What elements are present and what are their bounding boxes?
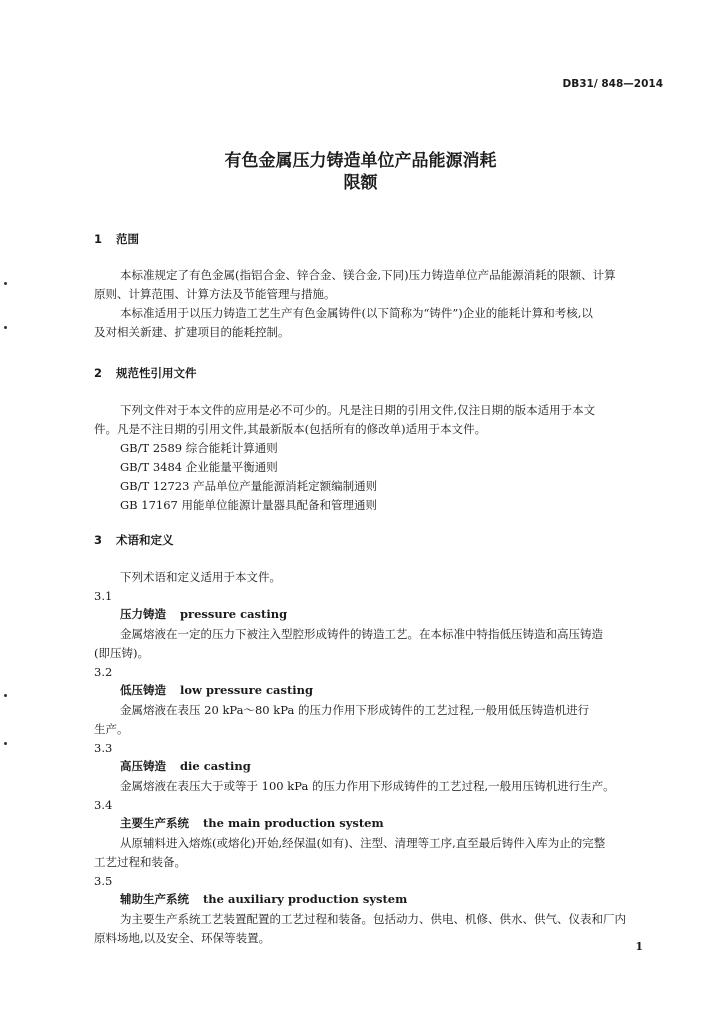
term-en: the auxiliary production system <box>203 892 408 906</box>
term-definition: 金属熔液在表压大于或等于 100 kPa 的压力作用下形成铸件的工艺过程,一般用压铸机进行生产。 <box>120 779 615 793</box>
reference-item: GB/T 3484 企业能量平衡通则 <box>120 460 278 474</box>
paragraph-line: 原则、计算范围、计算方法及节能管理与措施。 <box>94 287 336 301</box>
term-cn: 主要生产系统 <box>120 816 189 830</box>
paragraph-line: 及对相关新建、扩建项目的能耗控制。 <box>94 325 290 339</box>
term-cn: 压力铸造 <box>120 607 166 621</box>
term-definition: (即压铸)。 <box>94 646 149 660</box>
margin-mark <box>4 742 7 745</box>
term-cn: 低压铸造 <box>120 683 166 697</box>
section-number: 1 <box>94 232 103 246</box>
term-number: 3.2 <box>94 665 113 679</box>
section-title: 术语和定义 <box>116 533 174 547</box>
term-number: 3.5 <box>94 874 113 888</box>
paragraph-line: 件。凡是不注日期的引用文件,其最新版本(包括所有的修改单)适用于本文件。 <box>94 422 487 436</box>
margin-mark <box>4 694 7 697</box>
paragraph-line: 本标准适用于以压力铸造工艺生产有色金属铸件(以下简称为“铸件”)企业的能耗计算和考核,以 <box>120 306 593 320</box>
term-definition: 工艺过程和装备。 <box>94 855 186 869</box>
term-title <box>120 758 251 774</box>
term-number: 3.4 <box>94 798 113 812</box>
term-definition: 原料场地,以及安全、环保等装置。 <box>94 931 271 945</box>
section-title: 规范性引用文件 <box>116 366 197 380</box>
term-number: 3.3 <box>94 741 113 755</box>
term-number: 3.1 <box>94 589 113 603</box>
section-number: 2 <box>94 366 103 380</box>
section-title: 范围 <box>116 232 139 246</box>
standard-number: DB31/ 848—2014 <box>562 78 663 90</box>
term-title <box>120 606 287 622</box>
margin-mark <box>4 282 7 285</box>
section-2-heading <box>94 365 197 381</box>
term-definition: 为主要生产系统工艺装置配置的工艺过程和装备。包括动力、供电、机修、供水、供气、仪表和厂内 <box>120 912 626 926</box>
term-en: the main production system <box>203 816 384 830</box>
section-3-heading <box>94 532 174 548</box>
term-cn: 高压铸造 <box>120 759 166 773</box>
page-title-line2: 限额 <box>343 173 378 193</box>
page-title-line1: 有色金属压力铸造单位产品能源消耗 <box>224 151 497 171</box>
section-1-heading <box>94 231 139 247</box>
section-number: 3 <box>94 533 103 547</box>
reference-item: GB 17167 用能单位能源计量器具配备和管理通则 <box>120 498 378 512</box>
term-definition: 从原辅料进入熔炼(或熔化)开始,经保温(如有)、注型、清理等工序,直至最后铸件入库为止的完整 <box>120 836 606 850</box>
paragraph-line: 本标准规定了有色金属(指铝合金、锌合金、镁合金,下同)压力铸造单位产品能源消耗的限额、计算 <box>120 268 616 282</box>
term-definition: 金属熔液在一定的压力下被注入型腔形成铸件的铸造工艺。在本标准中特指低压铸造和高压铸造 <box>120 627 603 641</box>
paragraph-line: 下列文件对于本文件的应用是必不可少的。凡是注日期的引用文件,仅注日期的版本适用于本文 <box>120 403 596 417</box>
term-definition: 生产。 <box>94 722 129 736</box>
term-title <box>120 815 384 831</box>
term-en: low pressure casting <box>180 683 314 697</box>
term-title <box>120 682 313 698</box>
page-number: 1 <box>635 940 643 953</box>
reference-item: GB/T 12723 产品单位产量能源消耗定额编制通则 <box>120 479 378 493</box>
reference-item: GB/T 2589 综合能耗计算通则 <box>120 441 278 455</box>
term-en: pressure casting <box>180 607 288 621</box>
term-en: die casting <box>180 759 251 773</box>
term-title <box>120 891 407 907</box>
margin-mark <box>4 326 7 329</box>
paragraph-line: 下列术语和定义适用于本文件。 <box>120 570 281 584</box>
term-cn: 辅助生产系统 <box>120 892 189 906</box>
term-definition: 金属熔液在表压 20 kPa～80 kPa 的压力作用下形成铸件的工艺过程,一般用低压铸造机进行 <box>120 703 590 717</box>
